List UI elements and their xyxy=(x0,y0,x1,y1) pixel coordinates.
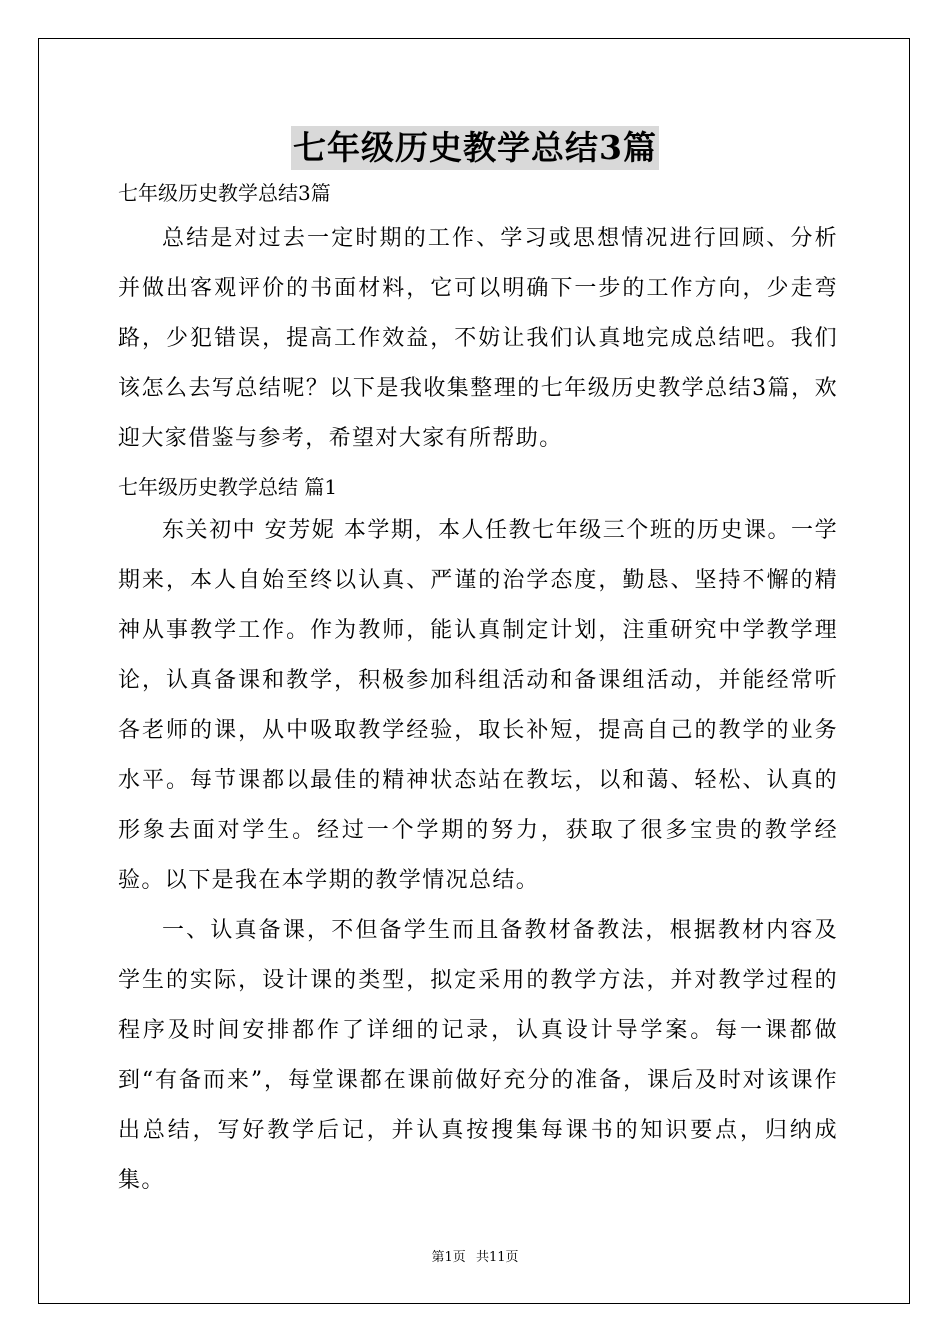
document-subtitle: 七年级历史教学总结3篇 xyxy=(118,181,331,205)
document-body xyxy=(118,178,838,1206)
page-total: 共11页 xyxy=(475,1250,519,1265)
section-paragraph-2: 一、认真备课，不但备学生而且备教材备教法，根据教材内容及学生的实际，设计课的类型，拟定采用的教学方法，并对教学过程的程序及时间安排都作了详细的记录，认真设计导学案。每一课都做到“有备而来”，每堂课都在课前做好充分的准备，课后及时对该课作出总结，写好教学后记，并认真按搜集每课书的知识要点，归纳成集。 xyxy=(118,918,838,1193)
title-container xyxy=(0,126,950,170)
intro-paragraph: 总结是对过去一定时期的工作、学习或思想情况进行回顾、分析并做出客观评价的书面材料，它可以明确下一步的工作方向，少走弯路，少犯错误，提高工作效益，不妨让我们认真地完成总结吧。我们该怎么去写总结呢？以下是我收集整理的七年级历史教学总结3篇，欢迎大家借鉴与参考，希望对大家有所帮助。 xyxy=(118,226,838,451)
page-number: 第1页 xyxy=(431,1250,466,1265)
document-title: 七年级历史教学总结3篇 xyxy=(291,126,659,170)
page-footer xyxy=(0,1250,950,1266)
section-heading: 七年级历史教学总结 篇1 xyxy=(118,475,338,499)
section-paragraph-1: 东关初中 安芳妮 本学期，本人任教七年级三个班的历史课。一学期来，本人自始至终以认真、严谨的治学态度，勤恳、坚持不懈的精神从事教学工作。作为教师，能认真制定计划，注重研究中学教学理论，认真备课和教学，积极参加科组活动和备课组活动，并能经常听各老师的课，从中吸取教学经验，取长补短，提高自己的教学的业务水平。每节课都以最佳的精神状态站在教坛，以和蔼、轻松、认真的形象去面对学生。经过一个学期的努力，获取了很多宝贵的教学经验。以下是我在本学期的教学情况总结。 xyxy=(118,518,838,893)
